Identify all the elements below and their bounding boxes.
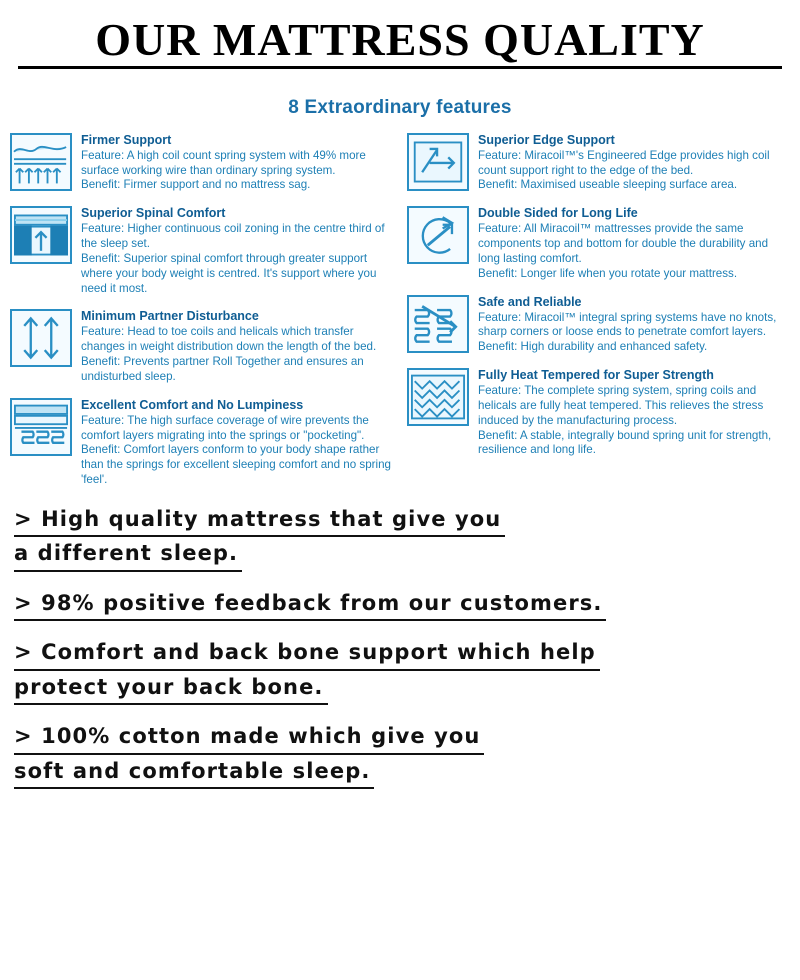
features-panel bbox=[0, 69, 800, 496]
feature-description: Feature: The complete spring system, spring coils and helicals are fully heat tempered. This relieves the stress induced by the manufacturing process. bbox=[478, 384, 764, 427]
feature-item bbox=[407, 295, 790, 355]
edge-support-arrows-icon bbox=[407, 133, 469, 191]
feature-text bbox=[478, 368, 790, 458]
feature-text bbox=[81, 133, 393, 193]
features-columns bbox=[10, 133, 790, 488]
feature-benefit: Benefit: Prevents partner Roll Together and ensures an undisturbed sleep. bbox=[81, 355, 364, 383]
feature-text bbox=[81, 206, 393, 296]
feature-description: Feature: Head to toe coils and helicals which transfer changes in weight distribution down the length of the bed. bbox=[81, 325, 377, 354]
bullet-item bbox=[14, 637, 786, 705]
feature-description: Feature: A high coil count spring system with 49% more surface working wire than ordinary spring system. bbox=[81, 148, 366, 177]
bullet-line: > 100% cotton made which give you bbox=[14, 721, 484, 755]
bullet-line: soft and comfortable sleep. bbox=[14, 756, 374, 790]
features-right-column bbox=[407, 133, 790, 458]
comfort-layers-coils-icon bbox=[10, 398, 72, 456]
features-heading: 8 Extraordinary features bbox=[288, 96, 512, 118]
rotate-mattress-icon bbox=[407, 206, 469, 264]
bullet-list bbox=[0, 496, 800, 790]
mattress-wave-coils-icon bbox=[10, 133, 72, 191]
feature-name: Double Sided for Long Life bbox=[478, 206, 638, 221]
feature-benefit: Benefit: Comfort layers conform to your body shape rather than the springs for excellent sleeping comfort and no spring 'feel'. bbox=[81, 443, 391, 487]
page-title: OUR MATTRESS QUALITY bbox=[18, 16, 782, 69]
no-sharp-ends-icon bbox=[407, 295, 469, 353]
feature-description: Feature: Miracoil™ integral spring systems have no knots, sharp corners or loose ends to penetrate comfort layers. bbox=[478, 310, 777, 339]
feature-name: Firmer Support bbox=[81, 132, 172, 147]
two-arrows-partner-icon bbox=[10, 309, 72, 367]
bullet-line: > Comfort and back bone support which help bbox=[14, 637, 600, 671]
feature-name: Excellent Comfort and No Lumpiness bbox=[81, 397, 304, 412]
feature-benefit: Benefit: Firmer support and no mattress sag. bbox=[81, 178, 311, 192]
feature-item bbox=[407, 368, 790, 458]
feature-item bbox=[407, 133, 790, 193]
feature-item bbox=[10, 206, 393, 296]
feature-name: Safe and Reliable bbox=[478, 294, 582, 309]
feature-benefit: Benefit: A stable, integrally bound spring unit for strength, resilience and long life. bbox=[478, 428, 772, 457]
bullet-item bbox=[14, 588, 786, 622]
feature-description: Feature: The high surface coverage of wire prevents the comfort layers migrating into the springs or "pocketing". bbox=[81, 413, 369, 442]
feature-item bbox=[10, 309, 393, 384]
feature-description: Feature: All Miracoil™ mattresses provide the same components top and bottom for double the durability and long lasting comfort. bbox=[478, 222, 769, 265]
feature-benefit: Benefit: Superior spinal comfort through greater support where your body weight is centred. It's support where you need it most. bbox=[81, 251, 377, 295]
bullet-line: > High quality mattress that give you bbox=[14, 504, 505, 538]
feature-text bbox=[478, 133, 790, 193]
feature-description: Feature: Higher continuous coil zoning in the centre third of the sleep set. bbox=[81, 222, 385, 251]
bullet-item bbox=[14, 504, 786, 572]
feature-text bbox=[81, 309, 393, 384]
feature-name: Fully Heat Tempered for Super Strength bbox=[478, 368, 714, 383]
feature-item bbox=[10, 398, 393, 488]
feature-benefit: Benefit: High durability and enhanced safety. bbox=[478, 340, 708, 354]
bullet-line: protect your back bone. bbox=[14, 672, 328, 706]
features-left-column bbox=[10, 133, 393, 488]
heat-tempered-springs-icon bbox=[407, 368, 469, 426]
bullet-item bbox=[14, 721, 786, 789]
title-section bbox=[0, 0, 800, 69]
feature-benefit: Benefit: Maximised useable sleeping surface area. bbox=[478, 178, 738, 192]
feature-item bbox=[407, 206, 790, 281]
feature-benefit: Benefit: Longer life when you rotate your mattress. bbox=[478, 266, 738, 280]
feature-text bbox=[478, 295, 790, 355]
feature-item bbox=[10, 133, 393, 193]
mattress-centre-zoning-icon bbox=[10, 206, 72, 264]
bullet-line: > 98% positive feedback from our customers. bbox=[14, 588, 606, 622]
feature-name: Superior Edge Support bbox=[478, 132, 615, 147]
feature-name: Minimum Partner Disturbance bbox=[81, 309, 259, 324]
feature-name: Superior Spinal Comfort bbox=[81, 206, 226, 221]
feature-text bbox=[478, 206, 790, 281]
feature-text bbox=[81, 398, 393, 488]
bullet-line: a different sleep. bbox=[14, 538, 242, 572]
feature-description: Feature: Miracoil™'s Engineered Edge provides high coil count support right to the edge of the bed. bbox=[478, 148, 770, 177]
